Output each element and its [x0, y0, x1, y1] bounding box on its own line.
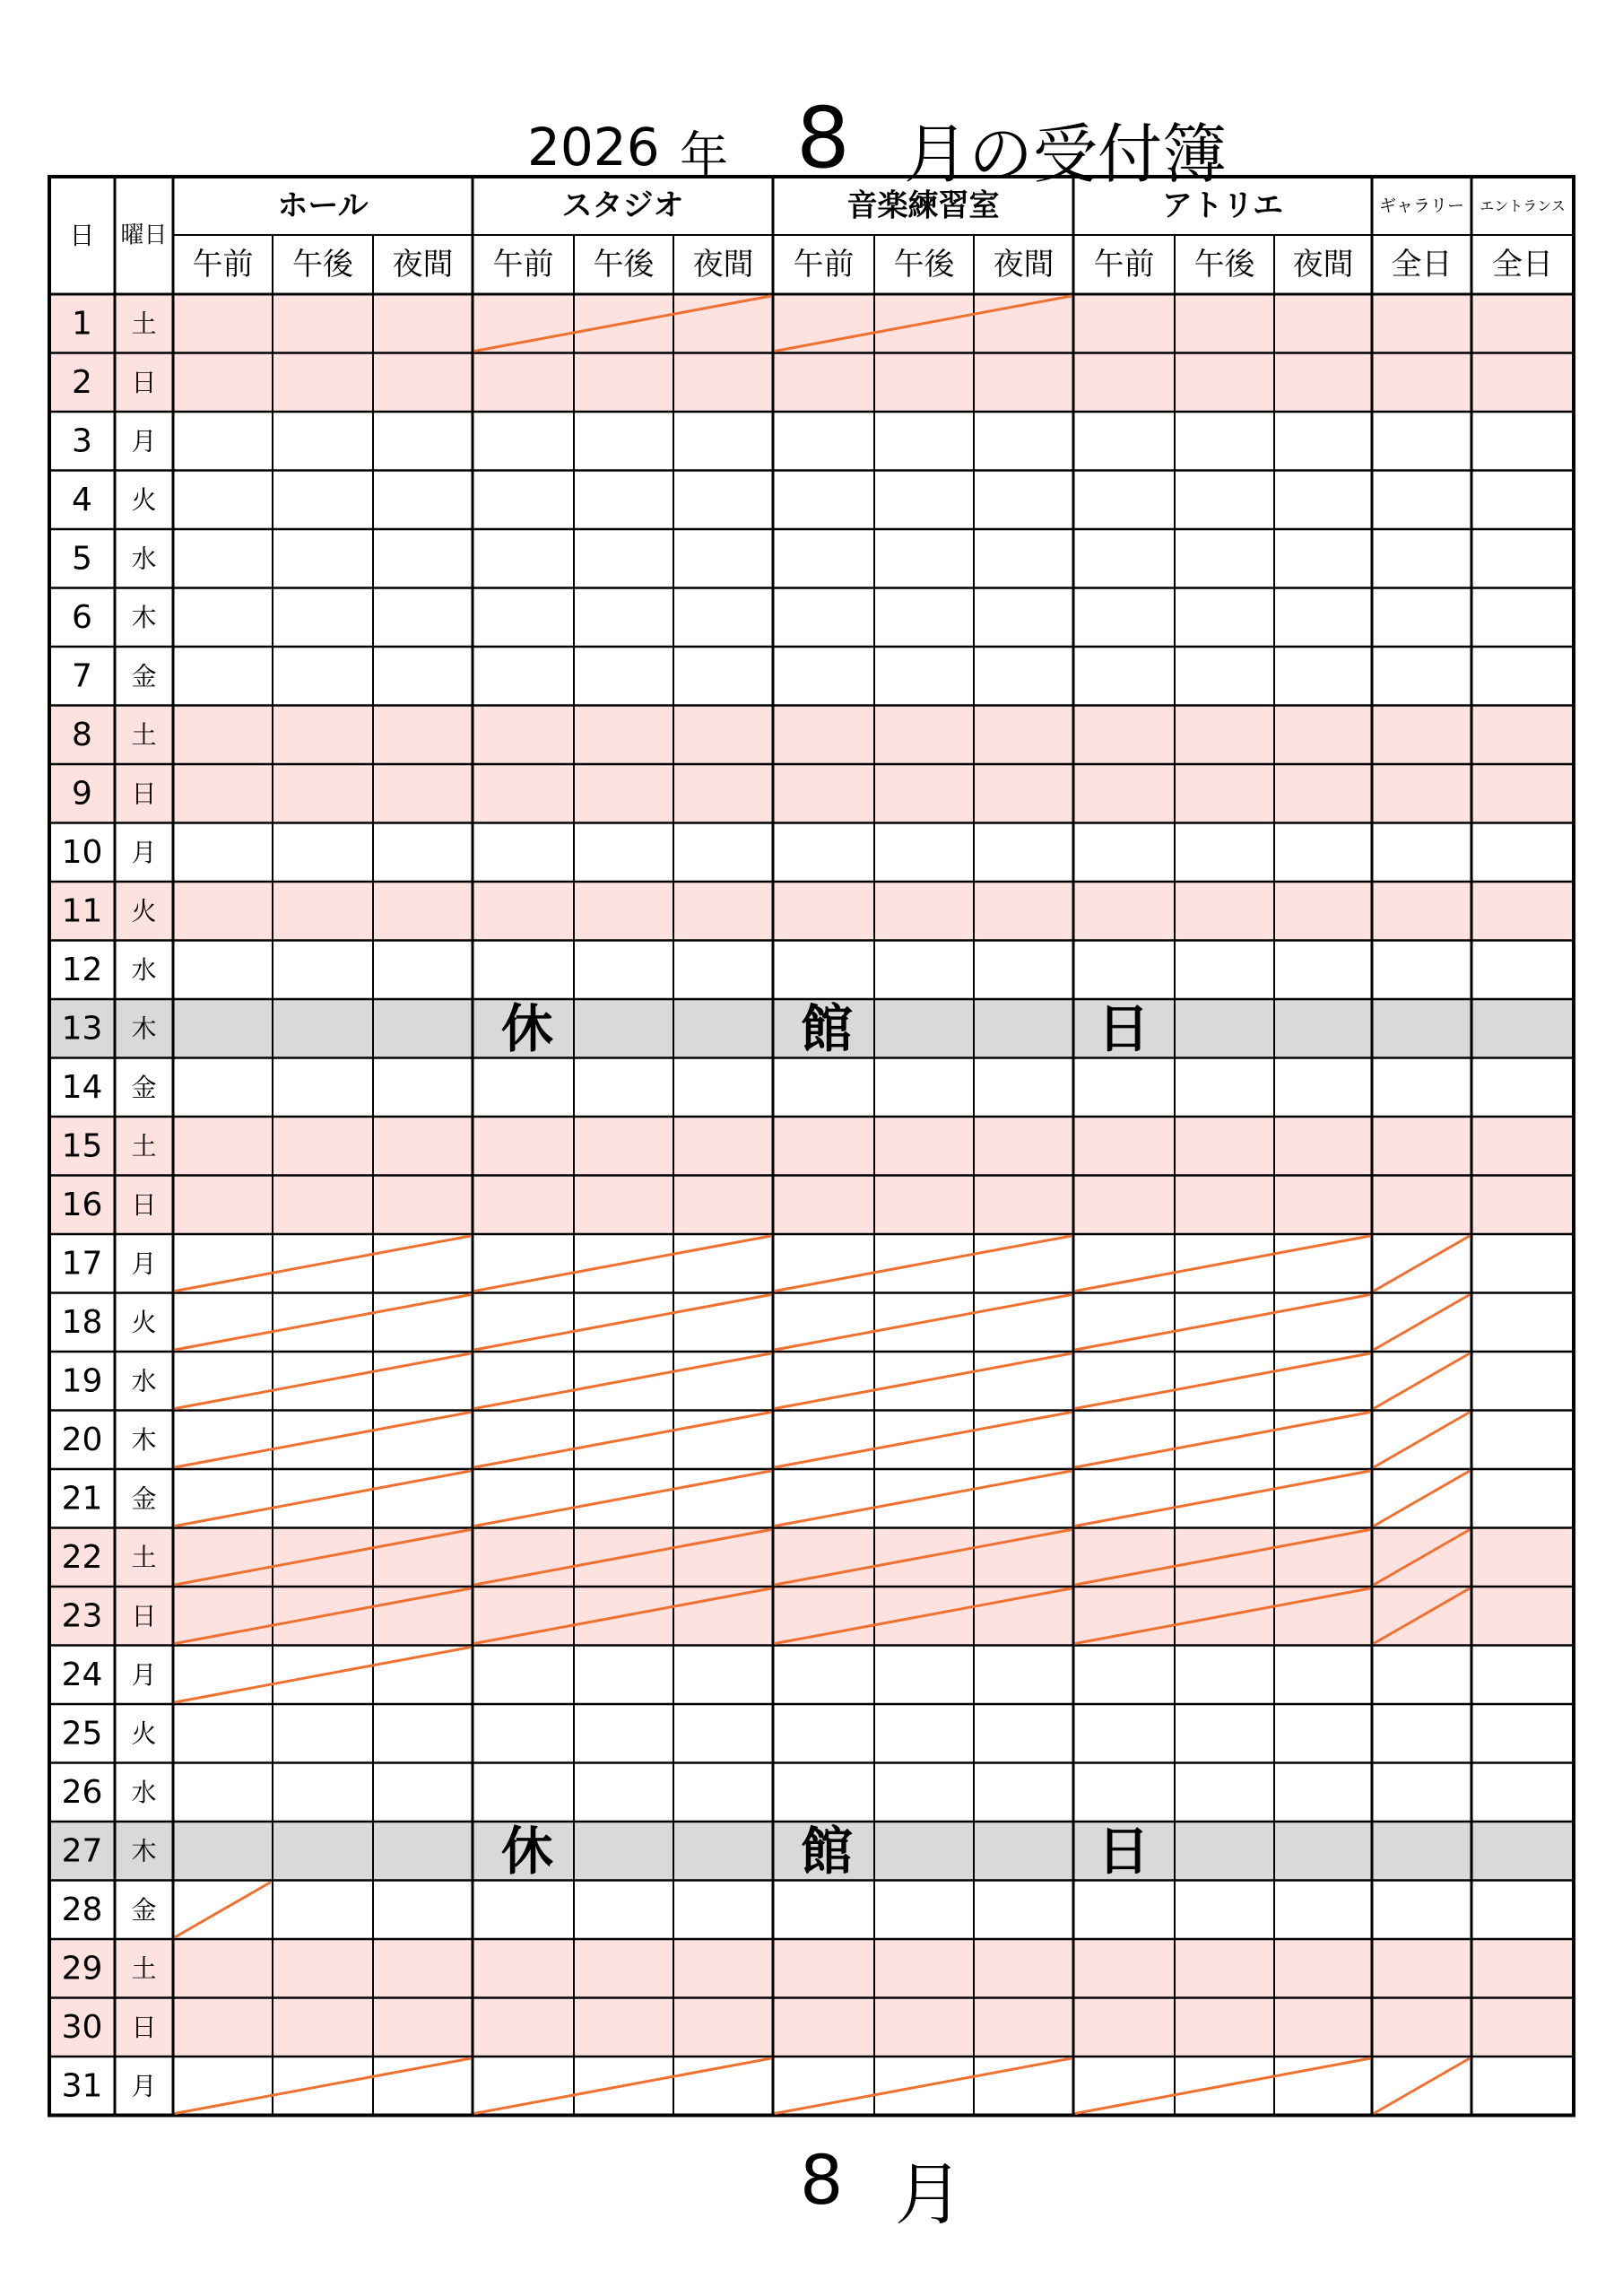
weekday-label: 木	[131, 1836, 157, 1866]
weekday-label: 日	[131, 2012, 157, 2042]
row-bg-weekend	[49, 706, 1574, 765]
weekday-label: 火	[131, 896, 157, 926]
slot-header: 午後	[292, 247, 353, 283]
day-number: 9	[72, 775, 92, 813]
booked-strike-line	[175, 1295, 471, 1351]
title-year-unit: 年	[680, 126, 728, 183]
weekday-label: 土	[131, 1953, 157, 1984]
weekday-label: 月	[131, 2071, 157, 2101]
slot-header: 全日	[1492, 247, 1553, 283]
weekday-label: 土	[131, 1542, 157, 1572]
slot-header: 午前	[192, 247, 254, 283]
weekday-label: 月	[131, 837, 157, 867]
day-number: 20	[61, 1421, 103, 1458]
slot-header: 夜間	[993, 247, 1055, 283]
booked-strike-line	[1075, 1295, 1370, 1351]
day-number: 28	[61, 1891, 103, 1928]
day-number: 4	[72, 481, 92, 518]
weekday-label: 土	[131, 309, 157, 339]
day-number: 12	[61, 951, 103, 988]
day-number: 31	[61, 2067, 103, 2105]
slot-header: 午前	[1093, 247, 1155, 283]
slot-header: 午前	[793, 247, 855, 283]
booked-strike-line	[1374, 1471, 1470, 1526]
booked-strike-line	[775, 1413, 1072, 1468]
booked-strike-line	[1374, 1413, 1470, 1468]
booked-strike-line	[775, 1236, 1072, 1292]
booked-strike-line	[474, 1236, 771, 1292]
booked-strike-line	[474, 1413, 771, 1468]
booked-strike-line	[775, 1353, 1072, 1409]
room-header: ギャラリー	[1378, 196, 1465, 216]
header-day: 日	[69, 221, 95, 250]
closed-day-label: 休	[500, 997, 554, 1059]
day-number: 18	[61, 1303, 103, 1341]
weekday-label: 金	[131, 1894, 157, 1925]
weekday-label: 月	[131, 1248, 157, 1279]
row-bg-weekend	[49, 882, 1574, 941]
weekday-label: 金	[131, 1072, 157, 1102]
slot-header: 夜間	[692, 247, 754, 283]
header-weekday: 曜日	[120, 222, 168, 249]
closed-day-label: 日	[1097, 997, 1150, 1059]
weekday-label: 火	[131, 1718, 157, 1749]
slot-header: 午前	[492, 247, 554, 283]
weekday-label: 火	[131, 484, 157, 515]
weekday-label: 土	[131, 1131, 157, 1161]
booked-strike-line	[175, 1883, 271, 1938]
day-number: 26	[61, 1773, 103, 1811]
row-bg-weekend	[49, 1117, 1574, 1176]
booked-strike-line	[474, 1471, 771, 1526]
booked-strike-line	[175, 1353, 471, 1409]
booked-strike-line	[1374, 1236, 1470, 1292]
booked-strike-line	[1075, 1471, 1370, 1526]
day-number: 22	[61, 1538, 103, 1576]
booked-strike-line	[1075, 1236, 1370, 1292]
closed-day-label: 日	[1097, 1820, 1150, 1882]
day-number: 27	[61, 1832, 103, 1870]
weekday-label: 木	[131, 1013, 157, 1044]
weekday-label: 月	[131, 1659, 157, 1690]
day-number: 7	[72, 657, 92, 695]
booked-strike-line	[1075, 1353, 1370, 1409]
row-bg-weekend	[49, 1939, 1574, 1998]
day-number: 23	[61, 1597, 103, 1635]
page-footer	[789, 2133, 1058, 2234]
weekday-label: 木	[131, 602, 157, 632]
weekday-label: 金	[131, 661, 157, 691]
day-number: 6	[72, 598, 92, 636]
weekday-label: 水	[131, 1366, 157, 1396]
booked-strike-line	[175, 1413, 471, 1468]
row-bg-weekend	[49, 1998, 1574, 2057]
weekday-label: 木	[131, 1424, 157, 1455]
day-number: 21	[61, 1480, 103, 1518]
day-number: 11	[61, 892, 103, 930]
title-month: 8	[796, 90, 850, 187]
day-number: 24	[61, 1656, 103, 1693]
slot-header: 夜間	[392, 247, 454, 283]
booked-strike-line	[775, 2058, 1072, 2114]
slot-header: 夜間	[1292, 247, 1354, 283]
day-number: 15	[61, 1127, 103, 1165]
weekday-label: 水	[131, 1777, 157, 1807]
footer-month: 8	[800, 2140, 844, 2220]
slot-header: 午後	[593, 247, 655, 283]
booked-strike-line	[175, 1471, 471, 1526]
title-year: 2026	[527, 117, 660, 178]
booked-strike-line	[1374, 1295, 1470, 1351]
weekday-label: 月	[131, 426, 157, 457]
closed-day-label: 館	[800, 997, 854, 1059]
closed-day-label: 休	[500, 1820, 554, 1882]
day-number: 10	[61, 833, 103, 871]
closed-day-label: 館	[800, 1820, 854, 1882]
weekday-label: 水	[131, 954, 157, 985]
weekday-label: 金	[131, 1483, 157, 1514]
room-header: エントランス	[1480, 197, 1566, 214]
day-number: 17	[61, 1245, 103, 1283]
row-bg-weekend	[49, 764, 1574, 823]
booked-strike-line	[1075, 1413, 1370, 1468]
day-number: 14	[61, 1068, 103, 1106]
day-number: 25	[61, 1715, 103, 1752]
day-number: 30	[61, 2008, 103, 2046]
day-number: 2	[72, 363, 92, 401]
booked-strike-line	[1374, 2058, 1470, 2114]
booked-strike-line	[775, 1295, 1072, 1351]
weekday-label: 日	[131, 367, 157, 397]
booked-strike-line	[474, 2058, 771, 2114]
day-number: 5	[72, 540, 92, 578]
day-number: 13	[61, 1010, 103, 1048]
day-number: 8	[72, 716, 92, 753]
booked-strike-line	[1075, 2058, 1370, 2114]
booked-strike-line	[1374, 1353, 1470, 1409]
weekday-label: 日	[131, 778, 157, 809]
booked-strike-line	[175, 2058, 471, 2114]
weekday-label: 水	[131, 544, 157, 574]
title-suffix: 月の受付簿	[904, 117, 1228, 192]
weekday-label: 日	[131, 1601, 157, 1631]
booked-strike-line	[775, 1471, 1072, 1526]
day-number: 19	[61, 1362, 103, 1400]
day-number: 29	[61, 1950, 103, 1987]
booked-strike-line	[175, 1236, 471, 1292]
booked-strike-line	[175, 1648, 471, 1703]
day-number: 1	[72, 305, 92, 343]
footer-unit: 月	[895, 2154, 963, 2234]
slot-header: 午後	[893, 247, 955, 283]
day-number: 16	[61, 1186, 103, 1223]
room-header: 音楽練習室	[846, 187, 1000, 224]
room-header: アトリエ	[1161, 187, 1284, 224]
room-header: ホール	[277, 187, 369, 224]
slot-header: 午後	[1193, 247, 1255, 283]
booked-strike-line	[474, 1353, 771, 1409]
day-number: 3	[72, 422, 92, 460]
slot-header: 全日	[1391, 247, 1453, 283]
row-bg-weekend	[49, 353, 1574, 413]
weekday-label: 土	[131, 719, 157, 750]
weekday-label: 日	[131, 1189, 157, 1220]
weekday-label: 火	[131, 1307, 157, 1337]
row-bg-weekend	[49, 1176, 1574, 1235]
room-header: スタジオ	[561, 187, 684, 224]
booked-strike-line	[474, 1295, 771, 1351]
